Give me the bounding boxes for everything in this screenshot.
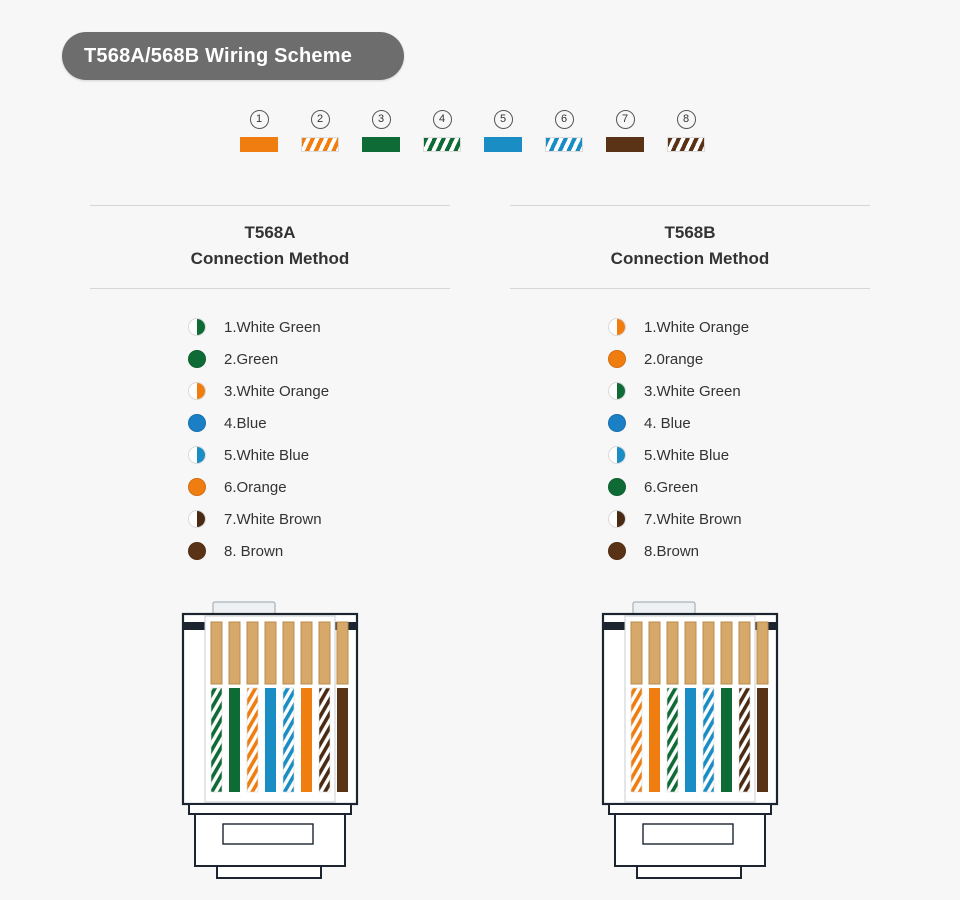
wire-strand — [283, 688, 294, 792]
wire-label: 1.White Orange — [644, 318, 750, 336]
title-banner — [62, 32, 404, 80]
wire-label: 7.White Brown — [224, 510, 322, 528]
wire-strand — [265, 688, 276, 792]
wire-color-dot — [608, 510, 626, 528]
wire-strand — [703, 688, 714, 792]
contact-pin — [685, 622, 696, 684]
wire-label: 6.Orange — [224, 478, 287, 496]
wire-list-item — [608, 503, 870, 535]
connector-shoulder — [189, 804, 351, 814]
wire-list-item — [608, 375, 870, 407]
wire-list-item — [608, 471, 870, 503]
wire-list-item — [608, 407, 870, 439]
pin-color-bar — [301, 137, 339, 152]
pin-legend-strip — [240, 110, 705, 152]
page-title: T568A/568B Wiring Scheme — [84, 44, 353, 67]
dot-half-color — [197, 511, 205, 527]
wire-label: 8. Brown — [224, 542, 284, 560]
rj45-connector-t568a — [175, 600, 365, 880]
wire-label: 1.White Green — [224, 318, 321, 336]
wire-color-dot — [188, 478, 206, 496]
wire-label: 3.White Orange — [224, 382, 330, 400]
pin-color-bar — [423, 137, 461, 152]
wire-label: 3.White Green — [644, 382, 741, 400]
cable-boot-window — [223, 824, 313, 844]
wire-strand — [631, 688, 642, 792]
wire-color-dot — [608, 414, 626, 432]
wire-label: 4. Blue — [644, 414, 691, 432]
pin-number-badge: 4 — [433, 110, 452, 129]
dot-half-white — [609, 319, 617, 335]
pin-legend-item — [240, 110, 278, 152]
contact-pin — [757, 622, 768, 684]
dot-half-color — [197, 447, 205, 463]
contact-pin — [739, 622, 750, 684]
wire-list-item — [188, 439, 450, 471]
standard-subtitle: Connection Method — [190, 249, 350, 268]
wire-strand — [229, 688, 240, 792]
standard-name: T568B — [664, 223, 716, 242]
pin-number-badge: 2 — [311, 110, 330, 129]
wire-label: 2.0range — [644, 350, 704, 368]
contact-pin — [283, 622, 294, 684]
wire-color-dot — [608, 478, 626, 496]
wire-strand — [757, 688, 768, 792]
wire-label: 5.White Blue — [644, 446, 730, 464]
wire-list-item — [188, 471, 450, 503]
dot-half-white — [189, 447, 197, 463]
dot-half-white — [189, 319, 197, 335]
wire-list-item — [608, 311, 870, 343]
wire-strand — [739, 688, 750, 792]
dot-half-color — [197, 383, 205, 399]
pin-number-badge: 7 — [616, 110, 635, 129]
contact-pin — [631, 622, 642, 684]
dot-half-color — [617, 383, 625, 399]
pin-legend-item — [667, 110, 705, 152]
dot-half-white — [609, 447, 617, 463]
contact-pin — [247, 622, 258, 684]
wire-list-item — [608, 439, 870, 471]
wire-label: 8.Brown — [644, 542, 700, 560]
wire-color-dot — [188, 318, 206, 336]
wire-list-item — [608, 535, 870, 567]
standard-subtitle: Connection Method — [610, 249, 770, 268]
wire-color-dot — [188, 446, 206, 464]
wire-label: 5.White Blue — [224, 446, 310, 464]
pin-legend-item — [606, 110, 644, 152]
wire-color-dot — [608, 350, 626, 368]
pin-legend-item — [484, 110, 522, 152]
wire-list-item — [188, 407, 450, 439]
connector-latch-left — [183, 622, 205, 630]
wire-color-dot — [608, 318, 626, 336]
wire-color-dot — [188, 350, 206, 368]
wire-label: 4.Blue — [224, 414, 267, 432]
wire-label: 6.Green — [644, 478, 699, 496]
wire-color-dot — [608, 542, 626, 560]
wire-color-dot — [188, 542, 206, 560]
contact-pin — [337, 622, 348, 684]
dot-half-white — [189, 511, 197, 527]
contact-pin — [229, 622, 240, 684]
wire-label: 7.White Brown — [644, 510, 742, 528]
rj45-connector-drawing — [175, 600, 365, 880]
contact-pin — [319, 622, 330, 684]
wire-color-dot — [188, 510, 206, 528]
contact-pin — [301, 622, 312, 684]
wire-strand — [319, 688, 330, 792]
dot-half-color — [617, 319, 625, 335]
wire-strand — [211, 688, 222, 792]
wire-color-dot — [188, 382, 206, 400]
pin-legend-item — [362, 110, 400, 152]
column-header-t568a — [90, 205, 450, 289]
contact-pin — [265, 622, 276, 684]
wire-strand — [337, 688, 348, 792]
wire-color-dot — [608, 382, 626, 400]
wire-list-item — [188, 343, 450, 375]
pin-color-bar — [545, 137, 583, 152]
cable-boot-window — [643, 824, 733, 844]
contact-pin — [649, 622, 660, 684]
wire-strand — [685, 688, 696, 792]
cable-end — [637, 866, 741, 878]
wire-list-item — [608, 343, 870, 375]
dot-half-white — [609, 511, 617, 527]
wire-color-dot — [608, 446, 626, 464]
wire-list-item — [188, 503, 450, 535]
wire-strand — [247, 688, 258, 792]
wire-strand — [649, 688, 660, 792]
dot-half-white — [609, 383, 617, 399]
pin-legend-item — [301, 110, 339, 152]
pin-number-badge: 3 — [372, 110, 391, 129]
contact-pin — [703, 622, 714, 684]
wire-label: 2.Green — [224, 350, 279, 368]
column-t568b — [510, 205, 870, 567]
contact-pin — [667, 622, 678, 684]
pin-number-badge: 1 — [250, 110, 269, 129]
wire-list-item — [188, 535, 450, 567]
column-t568a — [90, 205, 450, 567]
dot-half-color — [617, 447, 625, 463]
wire-strand — [721, 688, 732, 792]
pin-number-badge: 8 — [677, 110, 696, 129]
wire-list-t568b — [510, 311, 870, 567]
wire-list-item — [188, 375, 450, 407]
contact-pin — [211, 622, 222, 684]
pin-color-bar — [240, 137, 278, 152]
wire-color-dot — [188, 414, 206, 432]
rj45-connector-t568b — [595, 600, 785, 880]
wire-strand — [667, 688, 678, 792]
cable-end — [217, 866, 321, 878]
column-header-t568b — [510, 205, 870, 289]
contact-pin — [721, 622, 732, 684]
dot-half-color — [197, 319, 205, 335]
pin-number-badge: 6 — [555, 110, 574, 129]
pin-color-bar — [362, 137, 400, 152]
dot-half-white — [189, 383, 197, 399]
rj45-connector-drawing — [595, 600, 785, 880]
wire-list-t568a — [90, 311, 450, 567]
pin-color-bar — [667, 137, 705, 152]
connector-latch-left — [603, 622, 625, 630]
wire-list-item — [188, 311, 450, 343]
pin-legend-item — [423, 110, 461, 152]
dot-half-color — [617, 511, 625, 527]
pin-legend-item — [545, 110, 583, 152]
pin-color-bar — [606, 137, 644, 152]
connector-shoulder — [609, 804, 771, 814]
pin-number-badge: 5 — [494, 110, 513, 129]
wire-strand — [301, 688, 312, 792]
standard-name: T568A — [244, 223, 296, 242]
pin-color-bar — [484, 137, 522, 152]
